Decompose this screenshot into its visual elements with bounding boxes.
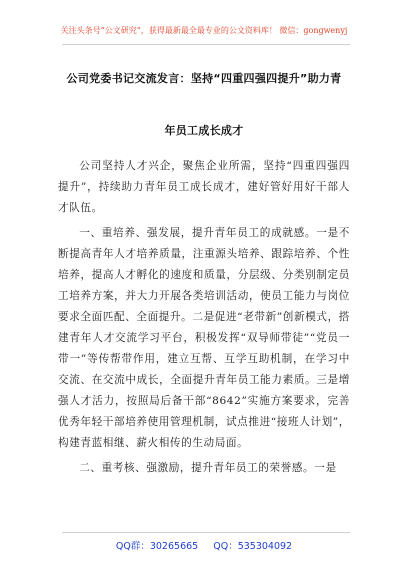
header-notice: 关注头条号“公文研究”，获得最新最全最专业的公文资料库！ 微信：gongwenyj — [60, 26, 348, 35]
header-divider — [62, 44, 350, 45]
footer-qq-group: QQ群：30265665 — [115, 541, 199, 552]
footer-contact — [0, 538, 408, 552]
footer-divider — [62, 532, 350, 533]
document-title-line-2: 年员工成长成才 — [164, 124, 244, 137]
body-paragraph: 一、重培养、强发展，提升青年员工的成就感。一是不断提高青年人才培养质量，注重源头培养、跟踪培养、个性培养，提高人才孵化的速度和质量，分层级、分类别制定员工培养方案，并大力开展各类培训活动，使员工能力与岗位要求全面匹配、全面提升。二是促进“老带新”创新模式，搭建青年人才交流学习平台，积极发挥“双导师带徒”“党员一带一”等传帮带作用，建立互帮、互学互助机制，在学习中交流、在交流中成长，全面提升青年员工能力素质。三是增强人才活力，按照局后备干部“8642”实施方案要求，完善优秀年轻干部培养使用管理机制，试点推进“接班人计划”，构建青蓝相继、薪火相传的生动局面。 — [58, 227, 350, 449]
document-title-line-1: 公司党委书记交流发言：坚持“四重四强四提升”助力青 — [66, 72, 342, 85]
body-paragraph: 公司坚持人才兴企，聚焦企业所需，坚持“四重四强四提升”，持续助力青年员工成长成才，建好管好用好干部人才队伍。 — [58, 160, 350, 214]
footer-qq: QQ：535304092 — [213, 541, 293, 552]
document-body — [58, 156, 350, 483]
body-paragraph: 二、重考核、强激励，提升青年员工的荣誉感。一是 — [79, 462, 337, 474]
